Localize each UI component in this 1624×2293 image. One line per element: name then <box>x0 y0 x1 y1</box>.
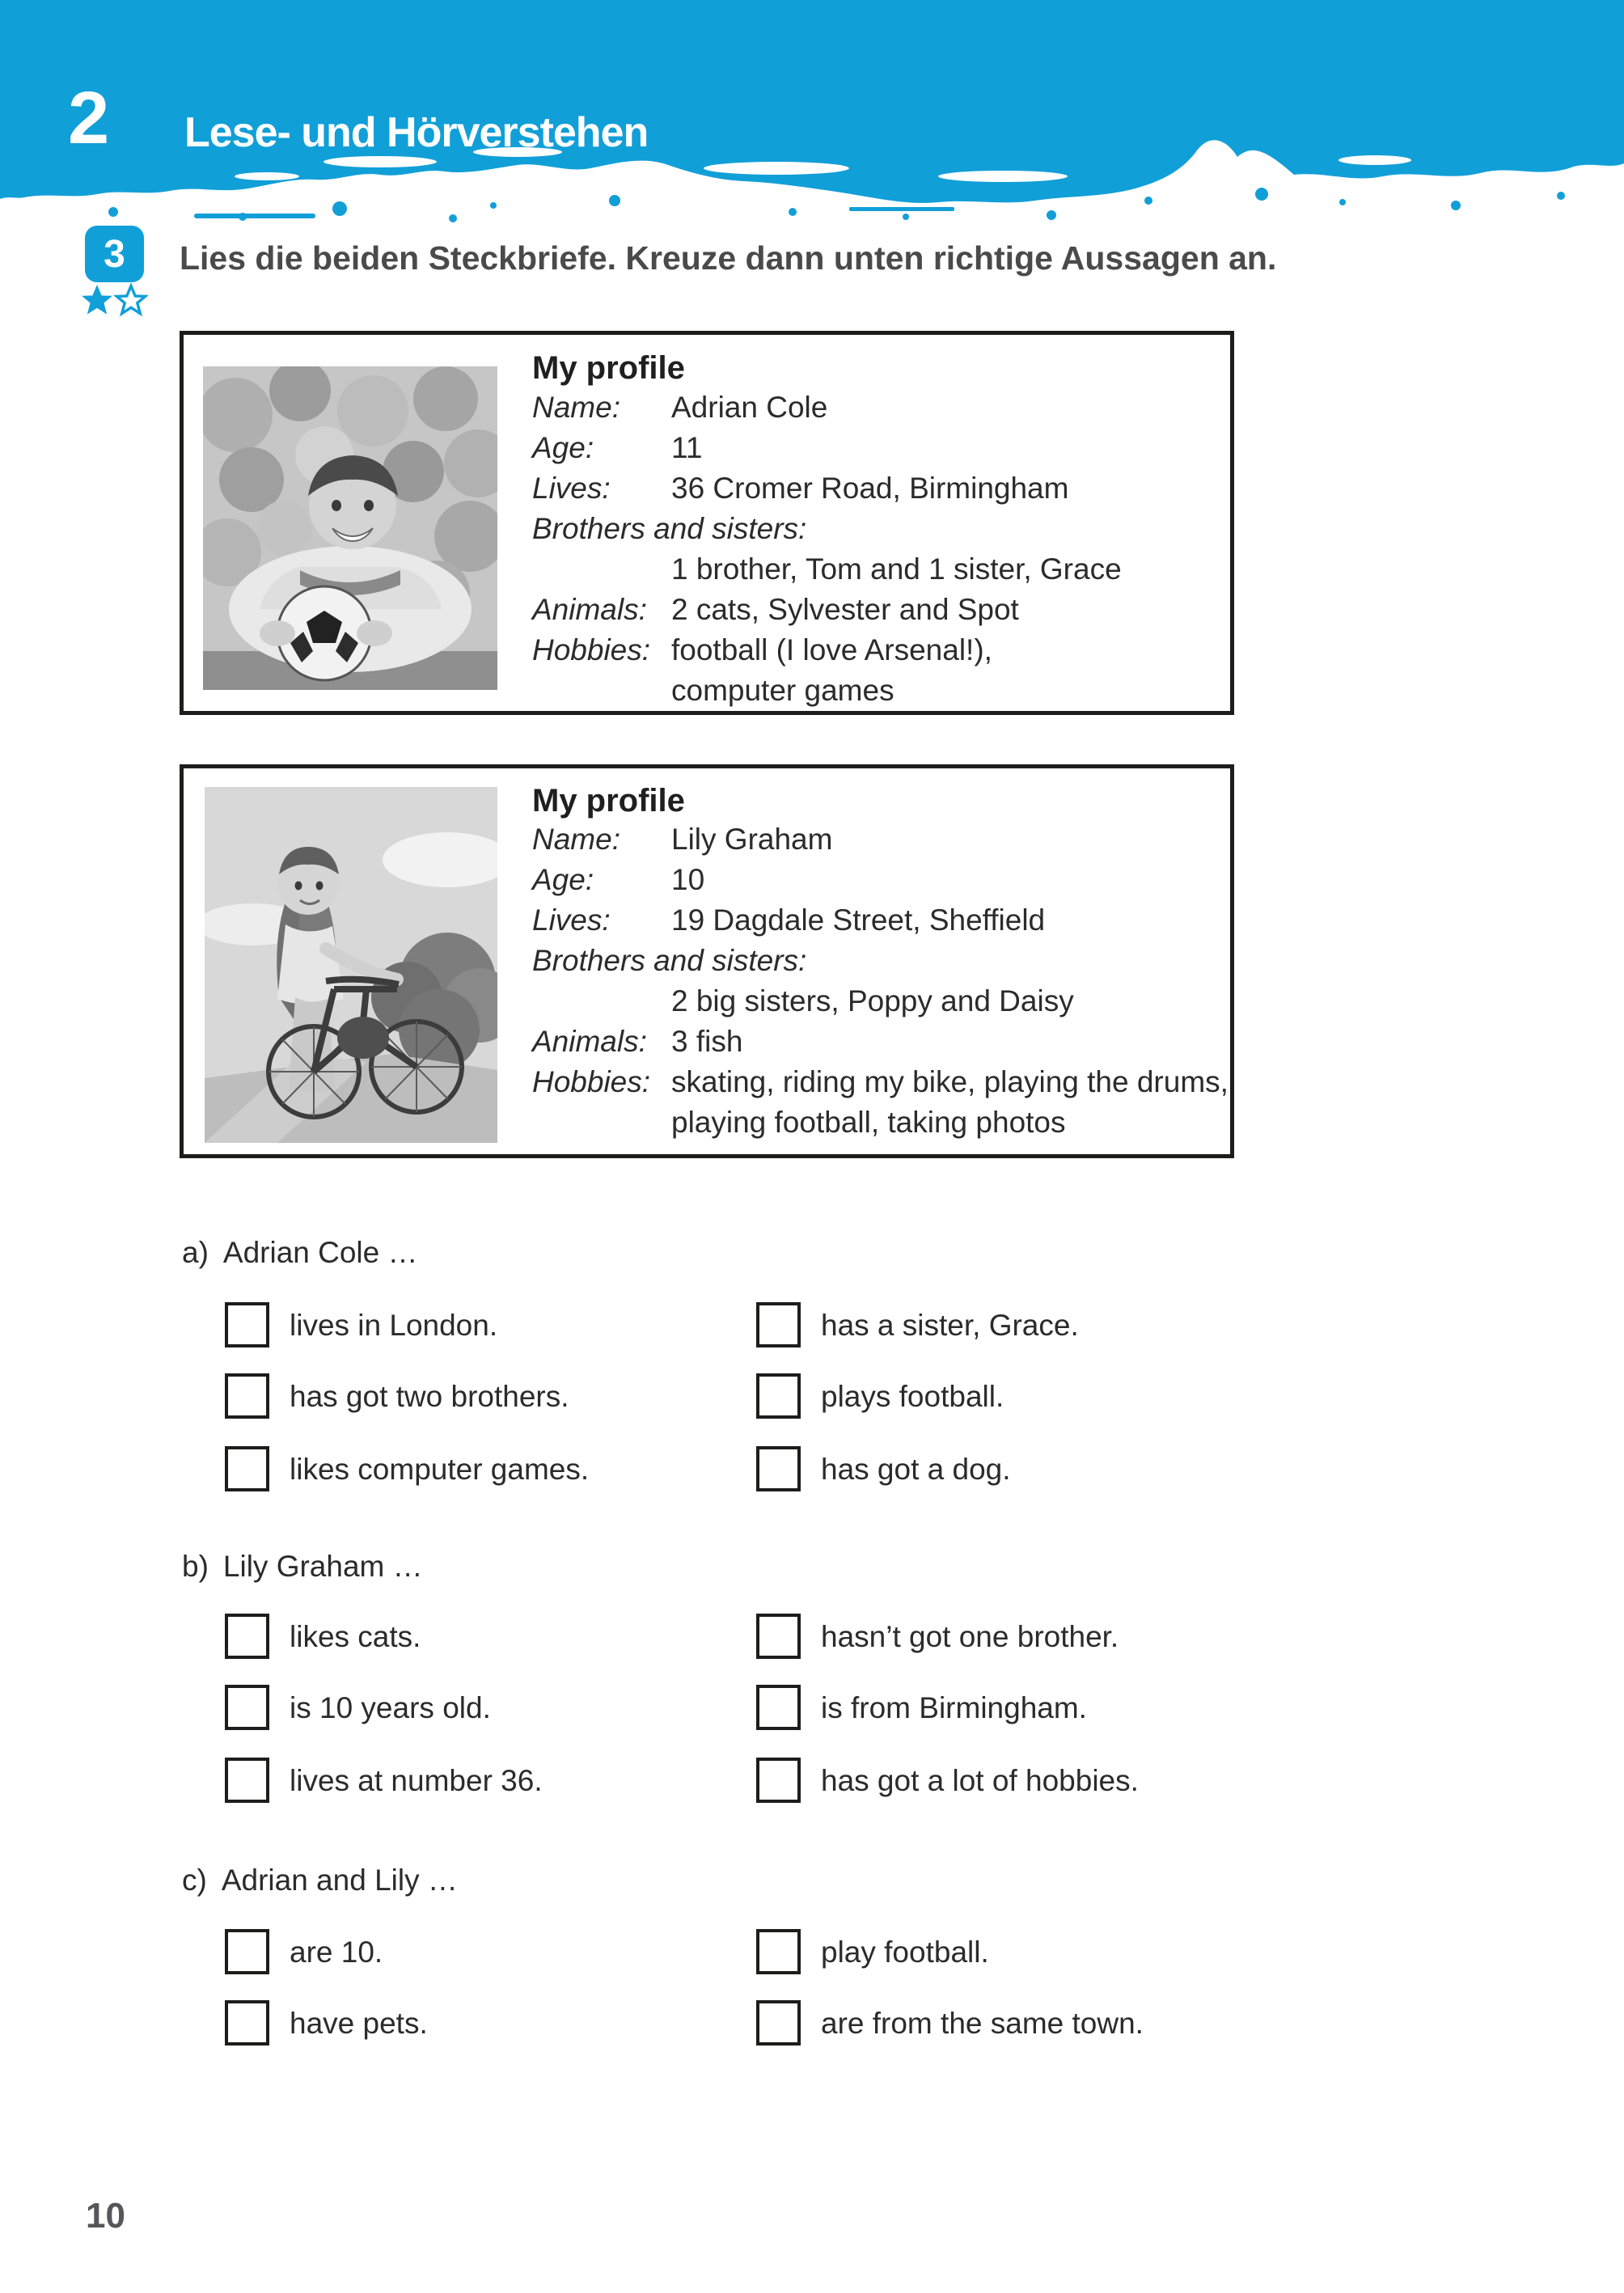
checkbox-b-right-2[interactable] <box>756 1685 801 1730</box>
question-c-heading <box>182 1865 458 1895</box>
hobbies-value-line1: skating, riding my bike, playing the drums, <box>671 1065 1229 1098</box>
statement-text: likes cats. <box>290 1619 421 1653</box>
statement-text: is from Birmingham. <box>821 1690 1087 1724</box>
statement-text: plays football. <box>821 1379 1004 1413</box>
exercise-number-badge: 3 <box>85 226 144 282</box>
statement-row <box>756 1929 989 1974</box>
hobbies-value-line2: computer games <box>671 674 894 707</box>
statement-text: are 10. <box>290 1935 383 1969</box>
page-number: 10 <box>86 2196 125 2236</box>
checkbox-b-left-3[interactable] <box>225 1758 269 1803</box>
statement-row <box>225 1614 421 1659</box>
statement-row <box>756 1302 1079 1347</box>
age-label: Age: <box>532 431 594 464</box>
statement-text: likes computer games. <box>290 1452 590 1486</box>
animals-value: 3 fish <box>671 1025 743 1058</box>
statement-text: are from the same town. <box>821 2006 1144 2040</box>
statement-text: is 10 years old. <box>290 1690 491 1724</box>
statement-row <box>756 1373 1004 1419</box>
statement-text: hasn’t got one brother. <box>821 1619 1119 1653</box>
statement-text: lives in London. <box>290 1308 498 1342</box>
checkbox-c-right-1[interactable] <box>756 1929 801 1974</box>
statement-text: has got two brothers. <box>290 1379 569 1413</box>
checkbox-a-left-2[interactable] <box>225 1373 269 1419</box>
question-c-label: c) <box>182 1864 207 1897</box>
statement-row <box>756 1685 1087 1730</box>
statement-row <box>225 1446 589 1491</box>
statement-row <box>225 2000 428 2046</box>
lives-value: 36 Cromer Road, Birmingham <box>671 472 1069 505</box>
question-a-heading <box>182 1237 418 1267</box>
checkbox-b-left-1[interactable] <box>225 1614 269 1659</box>
statement-row <box>225 1758 543 1803</box>
name-value: Adrian Cole <box>671 391 828 424</box>
checkbox-a-left-1[interactable] <box>225 1302 269 1347</box>
statement-row <box>756 2000 1144 2046</box>
checkbox-c-right-2[interactable] <box>756 2000 801 2046</box>
profile-card-adrian <box>180 331 1234 715</box>
profile-photo-lily <box>205 787 497 1143</box>
siblings-label: Brothers and sisters: <box>532 944 807 977</box>
name-value: Lily Graham <box>671 823 833 856</box>
statement-row <box>225 1302 497 1347</box>
siblings-value: 2 big sisters, Poppy and Daisy <box>671 984 1074 1017</box>
checkbox-a-right-3[interactable] <box>756 1446 801 1491</box>
checkbox-b-left-2[interactable] <box>225 1685 269 1730</box>
statement-row <box>225 1685 491 1730</box>
card-heading: My profile <box>532 783 685 819</box>
age-label: Age: <box>532 863 594 896</box>
unit-number: 2 <box>68 77 110 159</box>
question-b-heading <box>182 1551 423 1581</box>
name-label: Name: <box>532 823 620 856</box>
hobbies-value-line1: football (I love Arsenal!), <box>671 633 992 666</box>
lives-value: 19 Dagdale Street, Sheffield <box>671 903 1046 937</box>
statement-text: has got a lot of hobbies. <box>821 1763 1139 1797</box>
profile-photo-adrian <box>203 366 497 690</box>
star-filled-icon <box>82 285 112 315</box>
card-heading: My profile <box>532 350 685 386</box>
statement-text: lives at number 36. <box>290 1763 543 1797</box>
siblings-label: Brothers and sisters: <box>532 512 807 545</box>
statement-text: has a sister, Grace. <box>821 1308 1079 1342</box>
checkbox-a-right-1[interactable] <box>756 1302 801 1347</box>
checkbox-b-right-1[interactable] <box>756 1614 801 1659</box>
lives-label: Lives: <box>532 903 611 937</box>
statement-row <box>225 1929 383 1974</box>
checkbox-b-right-3[interactable] <box>756 1758 801 1803</box>
name-label: Name: <box>532 391 620 424</box>
question-a-subject: Adrian Cole … <box>222 1236 418 1269</box>
animals-value: 2 cats, Sylvester and Spot <box>671 593 1019 626</box>
statement-row <box>756 1758 1139 1803</box>
statement-row <box>756 1614 1119 1659</box>
question-c-subject: Adrian and Lily … <box>221 1864 458 1897</box>
statement-text: play football. <box>821 1935 989 1969</box>
unit-title: Lese- und Hörverstehen <box>184 109 649 156</box>
statement-text: has got a dog. <box>821 1452 1011 1486</box>
difficulty-stars <box>82 283 148 319</box>
question-b-subject: Lily Graham … <box>222 1550 423 1583</box>
statement-row <box>756 1446 1011 1491</box>
exercise-instruction: Lies die beiden Steckbriefe. Kreuze dann unten richtige Aussagen an. <box>180 239 1277 277</box>
checkbox-a-right-2[interactable] <box>756 1373 801 1419</box>
animals-label: Animals: <box>532 1025 647 1058</box>
profile-card-lily <box>180 764 1234 1158</box>
hobbies-label: Hobbies: <box>532 1065 651 1098</box>
header-band <box>0 0 1624 123</box>
statement-row <box>225 1373 569 1419</box>
question-b-label: b) <box>182 1550 209 1583</box>
star-outline-icon <box>116 286 145 314</box>
age-value: 10 <box>671 863 705 896</box>
animals-label: Animals: <box>532 593 647 626</box>
checkbox-c-left-2[interactable] <box>225 2000 269 2046</box>
age-value: 11 <box>671 431 703 464</box>
statement-text: have pets. <box>290 2006 428 2040</box>
question-a-label: a) <box>182 1236 209 1269</box>
checkbox-c-left-1[interactable] <box>225 1929 269 1974</box>
lives-label: Lives: <box>532 472 611 505</box>
checkbox-a-left-3[interactable] <box>225 1446 269 1491</box>
siblings-value: 1 brother, Tom and 1 sister, Grace <box>671 552 1122 586</box>
hobbies-value-line2: playing football, taking photos <box>671 1106 1066 1139</box>
hobbies-label: Hobbies: <box>532 633 651 666</box>
